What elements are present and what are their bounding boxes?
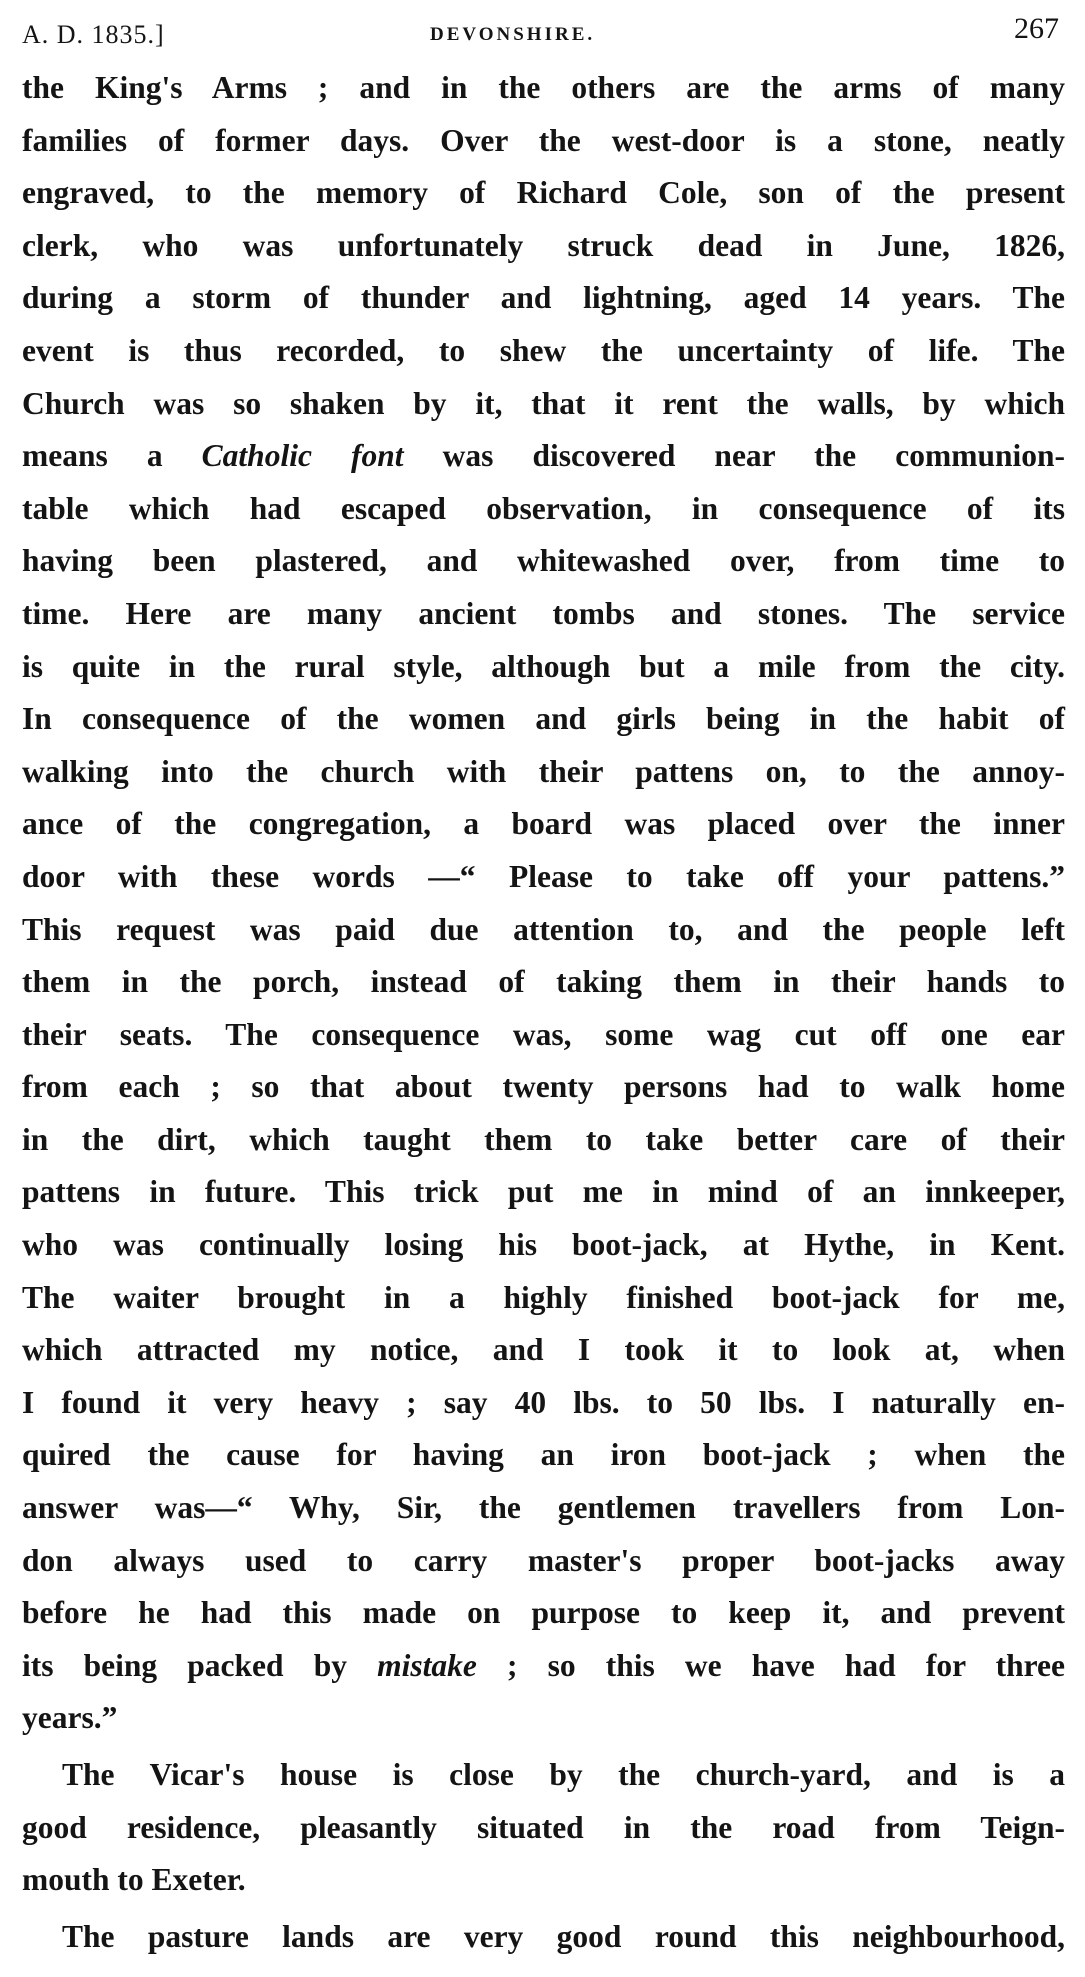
text-line: having been plastered, and whitewashed over, from time to — [22, 543, 1065, 579]
text-line: from each ; so that about twenty persons had to walk home — [22, 1069, 1065, 1105]
text-line: before he had this made on purpose to keep it, and prevent — [22, 1595, 1065, 1631]
text-line: engraved, to the memory of Richard Cole, son of the present — [22, 175, 1065, 211]
text-line: which attracted my notice, and I took it to look at, when — [22, 1332, 1065, 1368]
header-title: DEVONSHIRE. — [430, 24, 596, 45]
text-line: is quite in the rural style, although but a mile from the city. — [22, 648, 1065, 684]
paragraph — [22, 62, 1065, 1745]
italic-phrase: mistake — [377, 1647, 477, 1683]
italic-phrase: Catholic font — [201, 438, 404, 474]
page-body — [22, 62, 1065, 1963]
text-line: their seats. The consequence was, some wag cut off one ear — [22, 1016, 1065, 1052]
text-line: time. Here are many ancient tombs and stones. The service — [22, 595, 1065, 631]
text-line: Church was so shaken by it, that it rent the walls, by which — [22, 385, 1065, 421]
text-line: its being packed by mistake ; so this we have had for three — [22, 1647, 1066, 1683]
paragraph — [22, 1749, 1065, 1907]
text-line: in the dirt, which taught them to take better care of their — [22, 1121, 1065, 1157]
text-line: event is thus recorded, to shew the uncertainty of life. The — [22, 332, 1065, 368]
text-line: This request was paid due attention to, and the people left — [22, 911, 1065, 947]
text-line: The waiter brought in a highly finished boot-jack for me, — [22, 1279, 1065, 1315]
text-line: pattens in future. This trick put me in mind of an innkeeper, — [22, 1174, 1065, 1210]
text-line: ance of the congregation, a board was placed over the inner — [22, 806, 1065, 842]
text-line: table which had escaped observation, in consequence of its — [22, 490, 1065, 526]
text-line: good residence, pleasantly situated in the road from Teign- — [22, 1809, 1065, 1845]
text-line: answer was—“ Why, Sir, the gentlemen travellers from Lon- — [22, 1490, 1065, 1526]
text-line: walking into the church with their pattens on, to the annoy- — [22, 753, 1065, 789]
text-line: door with these words —“ Please to take off your pattens.” — [22, 858, 1065, 894]
page-number: 267 — [1014, 12, 1059, 45]
header-date: A. D. 1835.] — [22, 20, 165, 49]
text-line: mouth to Exeter. — [22, 1862, 246, 1898]
text-line: In consequence of the women and girls being in the habit of — [22, 701, 1065, 737]
text-line: them in the porch, instead of taking them in their hands to — [22, 964, 1065, 1000]
text-line: don always used to carry master's proper boot-jacks away — [22, 1542, 1065, 1578]
text-line: clerk, who was unfortunately struck dead in June, 1826, — [22, 227, 1065, 263]
text-line: families of former days. Over the west-door is a stone, neatly — [22, 122, 1065, 158]
text-line: years.” — [22, 1700, 118, 1736]
text-line: who was continually losing his boot-jack, at Hythe, in Kent. — [22, 1227, 1065, 1263]
text-line: the King's Arms ; and in the others are the arms of many — [22, 70, 1065, 105]
text-line: during a storm of thunder and lightning, aged 14 years. The — [22, 280, 1065, 316]
text-line: means a Catholic font was discovered near the communion- — [22, 438, 1066, 474]
text-line: The Vicar's house is close by the church-yard, and is a — [62, 1757, 1065, 1792]
text-line: The pasture lands are very good round this neighbourhood, — [62, 1918, 1065, 1954]
text-line: I found it very heavy ; say 40 lbs. to 50 lbs. I naturally en- — [22, 1384, 1065, 1420]
text-line: quired the cause for having an iron boot-jack ; when the — [22, 1437, 1065, 1473]
running-header — [0, 0, 1085, 60]
paragraph — [22, 1911, 1065, 1964]
